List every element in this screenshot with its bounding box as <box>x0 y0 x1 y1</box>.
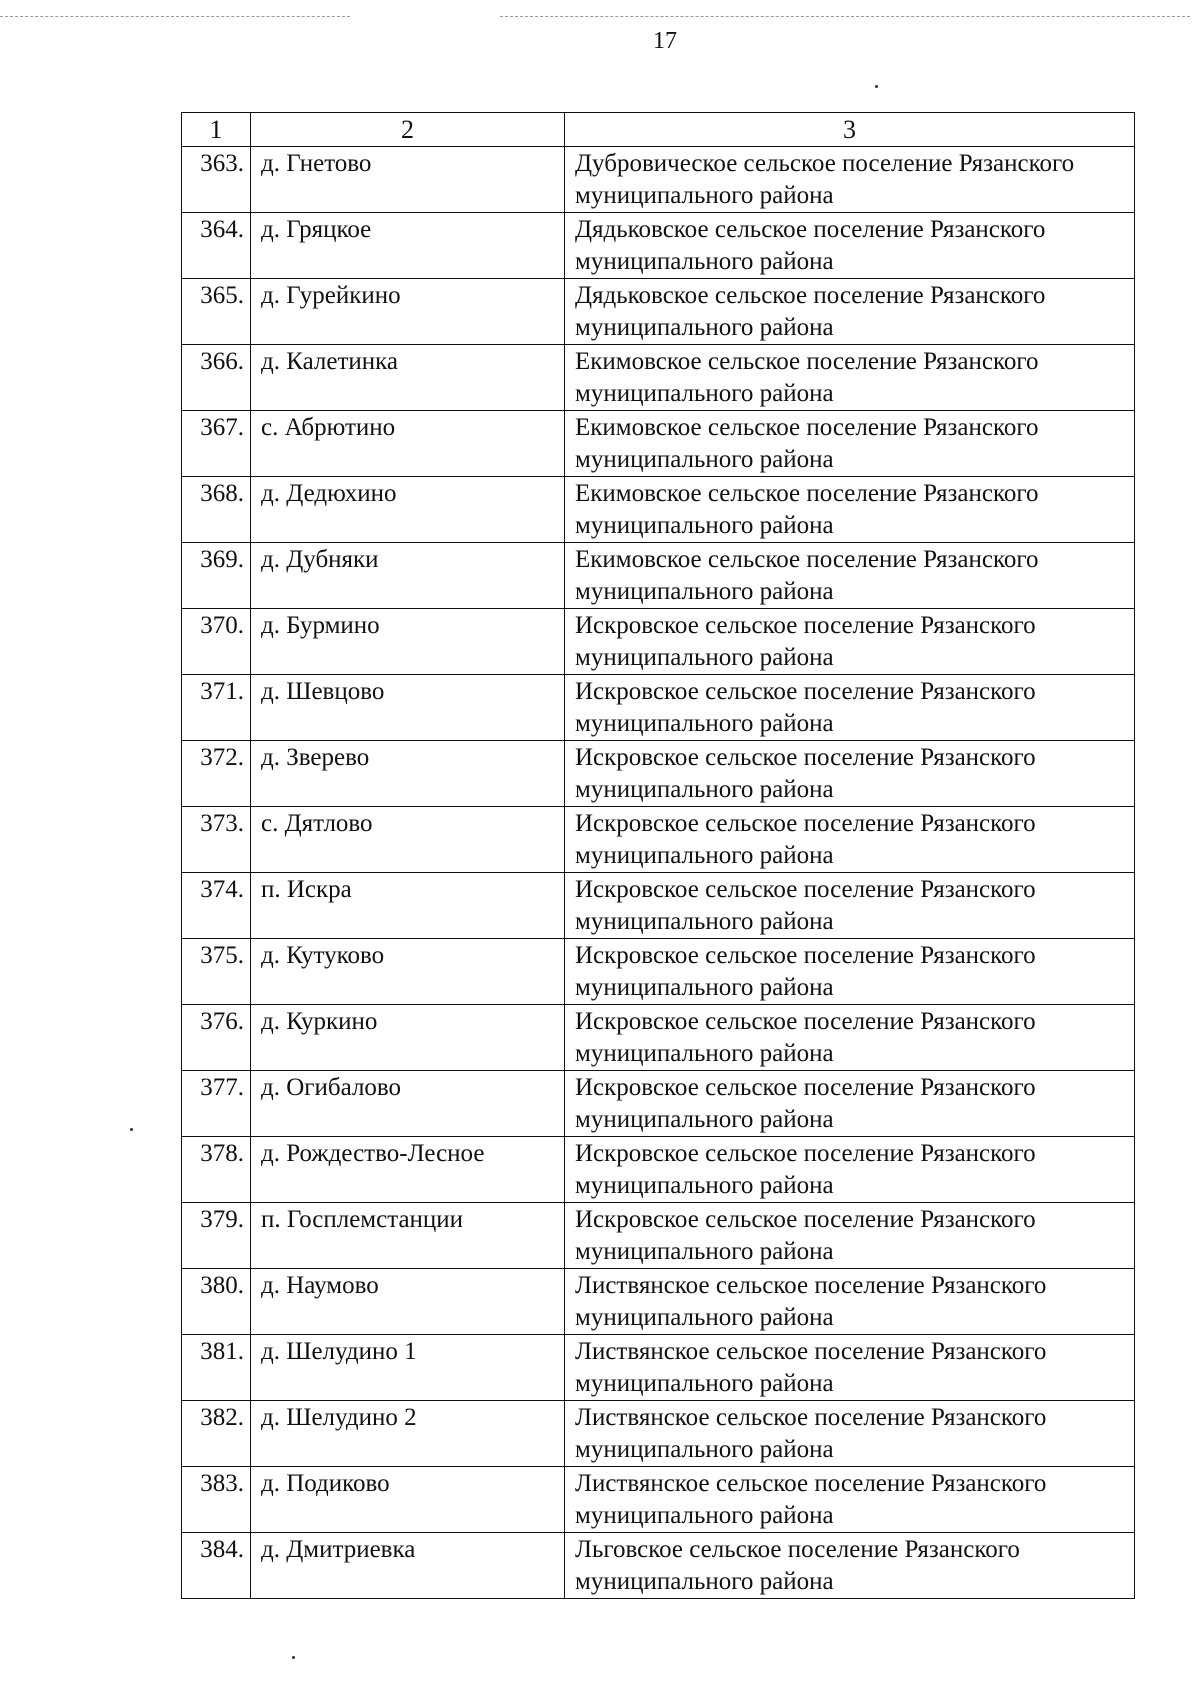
table-row <box>182 1533 1135 1599</box>
row-number: 383. <box>182 1467 251 1533</box>
row-number: 384. <box>182 1533 251 1599</box>
settlement-name: д. Шелудино 1 <box>251 1335 565 1401</box>
settlement-name: д. Гурейкино <box>251 279 565 345</box>
settlement-name: д. Кутуково <box>251 939 565 1005</box>
municipality-name: Искровское сельское поселение Рязанского муниципального района <box>565 1071 1135 1137</box>
settlement-name: д. Гнетово <box>251 147 565 213</box>
table-row <box>182 1137 1135 1203</box>
table-row <box>182 477 1135 543</box>
settlement-name: д. Зверево <box>251 741 565 807</box>
municipality-name: Листвянское сельское поселение Рязанского муниципального района <box>565 1467 1135 1533</box>
row-number: 369. <box>182 543 251 609</box>
table-header-row <box>182 113 1135 147</box>
row-number: 366. <box>182 345 251 411</box>
municipality-name: Искровское сельское поселение Рязанского муниципального района <box>565 609 1135 675</box>
table-row <box>182 1401 1135 1467</box>
row-number: 376. <box>182 1005 251 1071</box>
table-row <box>182 1467 1135 1533</box>
scan-edge-left <box>0 16 350 17</box>
municipality-name: Искровское сельское поселение Рязанского муниципального района <box>565 939 1135 1005</box>
municipality-name: Дядьковское сельское поселение Рязанского муниципального района <box>565 213 1135 279</box>
settlement-name: д. Гряцкое <box>251 213 565 279</box>
scan-speck <box>292 1656 295 1659</box>
table-row <box>182 1005 1135 1071</box>
table-row <box>182 609 1135 675</box>
settlement-name: д. Рождество-Лесное <box>251 1137 565 1203</box>
row-number: 378. <box>182 1137 251 1203</box>
page-number: 17 <box>653 28 677 54</box>
settlement-name: д. Огибалово <box>251 1071 565 1137</box>
row-number: 374. <box>182 873 251 939</box>
row-number: 367. <box>182 411 251 477</box>
settlement-name: д. Шелудино 2 <box>251 1401 565 1467</box>
municipality-name: Дядьковское сельское поселение Рязанского муниципального района <box>565 279 1135 345</box>
municipality-name: Льговское сельское поселение Рязанского муниципального района <box>565 1533 1135 1599</box>
settlement-name: д. Шевцово <box>251 675 565 741</box>
municipality-name: Искровское сельское поселение Рязанского муниципального района <box>565 1203 1135 1269</box>
municipality-name: Листвянское сельское поселение Рязанского муниципального района <box>565 1401 1135 1467</box>
settlement-name: д. Дмитриевка <box>251 1533 565 1599</box>
header-col-3: 3 <box>565 113 1135 147</box>
row-number: 382. <box>182 1401 251 1467</box>
table-row <box>182 543 1135 609</box>
row-number: 379. <box>182 1203 251 1269</box>
municipality-name: Искровское сельское поселение Рязанского муниципального района <box>565 873 1135 939</box>
table-row <box>182 939 1135 1005</box>
row-number: 380. <box>182 1269 251 1335</box>
municipality-name: Екимовское сельское поселение Рязанского муниципального района <box>565 477 1135 543</box>
settlement-name: п. Искра <box>251 873 565 939</box>
row-number: 381. <box>182 1335 251 1401</box>
table-row <box>182 1203 1135 1269</box>
header-col-1: 1 <box>182 113 251 147</box>
municipality-name: Искровское сельское поселение Рязанского муниципального района <box>565 1137 1135 1203</box>
table-row <box>182 1269 1135 1335</box>
settlement-name: д. Подиково <box>251 1467 565 1533</box>
table-row <box>182 675 1135 741</box>
scan-speck <box>130 1128 133 1131</box>
table-row <box>182 741 1135 807</box>
row-number: 377. <box>182 1071 251 1137</box>
settlement-name: д. Калетинка <box>251 345 565 411</box>
row-number: 364. <box>182 213 251 279</box>
settlement-name: п. Госплемстанции <box>251 1203 565 1269</box>
municipality-name: Екимовское сельское поселение Рязанского муниципального района <box>565 411 1135 477</box>
row-number: 370. <box>182 609 251 675</box>
table-row <box>182 147 1135 213</box>
table-row <box>182 807 1135 873</box>
municipality-name: Листвянское сельское поселение Рязанского муниципального района <box>565 1269 1135 1335</box>
row-number: 373. <box>182 807 251 873</box>
row-number: 371. <box>182 675 251 741</box>
municipality-name: Дубровическое сельское поселение Рязанского муниципального района <box>565 147 1135 213</box>
settlement-name: д. Бурмино <box>251 609 565 675</box>
row-number: 375. <box>182 939 251 1005</box>
municipality-name: Искровское сельское поселение Рязанского муниципального района <box>565 675 1135 741</box>
municipality-name: Екимовское сельское поселение Рязанского муниципального района <box>565 345 1135 411</box>
row-number: 363. <box>182 147 251 213</box>
settlement-name: д. Дедюхино <box>251 477 565 543</box>
table-row <box>182 279 1135 345</box>
table-row <box>182 213 1135 279</box>
row-number: 368. <box>182 477 251 543</box>
settlements-table <box>181 112 1135 1599</box>
scan-edge-right <box>500 16 1190 17</box>
header-col-2: 2 <box>251 113 565 147</box>
municipality-name: Екимовское сельское поселение Рязанского муниципального района <box>565 543 1135 609</box>
settlement-name: с. Абрютино <box>251 411 565 477</box>
settlement-name: д. Дубняки <box>251 543 565 609</box>
scan-speck <box>875 85 878 88</box>
row-number: 365. <box>182 279 251 345</box>
table-row <box>182 1071 1135 1137</box>
table-row <box>182 873 1135 939</box>
municipality-name: Искровское сельское поселение Рязанского муниципального района <box>565 741 1135 807</box>
settlement-name: д. Куркино <box>251 1005 565 1071</box>
municipality-name: Листвянское сельское поселение Рязанского муниципального района <box>565 1335 1135 1401</box>
row-number: 372. <box>182 741 251 807</box>
settlement-name: с. Дятлово <box>251 807 565 873</box>
table-row <box>182 411 1135 477</box>
municipality-name: Искровское сельское поселение Рязанского муниципального района <box>565 807 1135 873</box>
municipality-name: Искровское сельское поселение Рязанского муниципального района <box>565 1005 1135 1071</box>
table-row <box>182 1335 1135 1401</box>
table-row <box>182 345 1135 411</box>
settlement-name: д. Наумово <box>251 1269 565 1335</box>
